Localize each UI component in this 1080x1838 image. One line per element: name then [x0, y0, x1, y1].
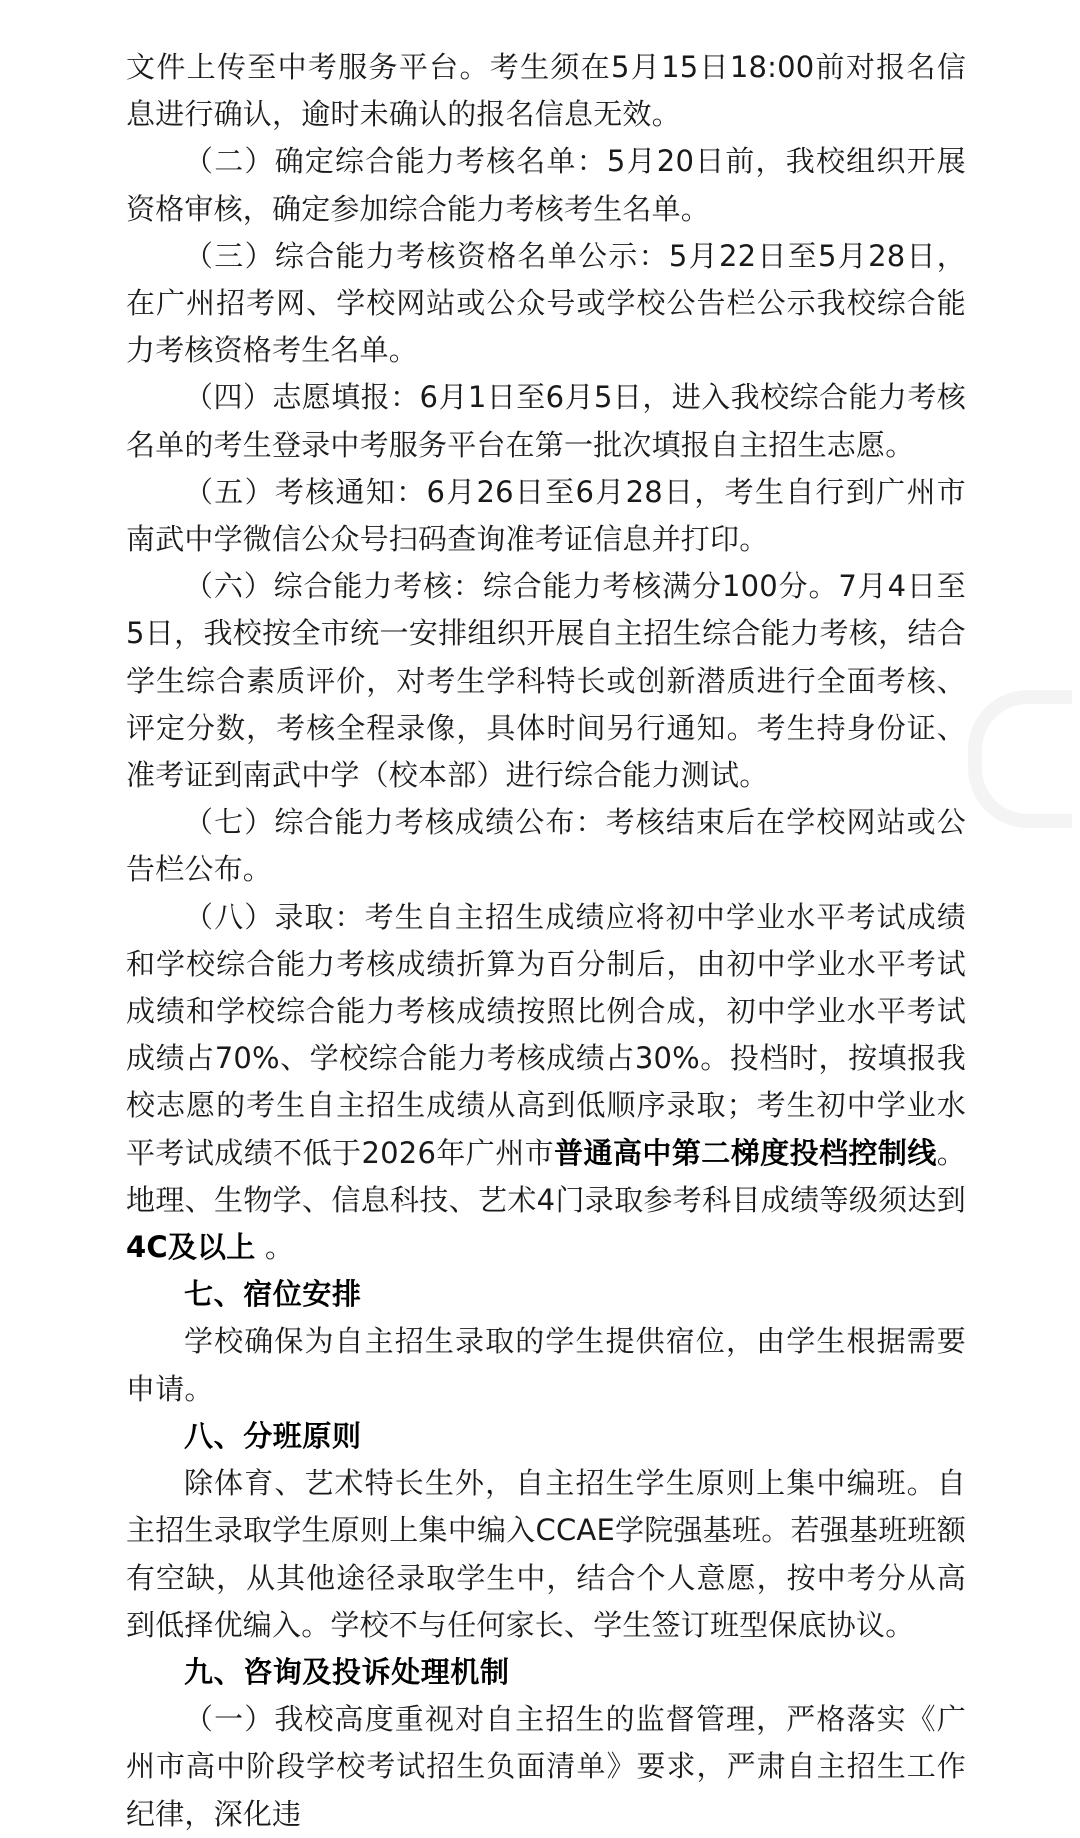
admission-control-line-bold: 普通高中第二梯度投档控制线	[554, 1135, 937, 1170]
paragraph-admission	[126, 894, 966, 1272]
admission-grade-bold: 4C及以上	[126, 1230, 256, 1265]
watermark-mark	[968, 690, 1072, 828]
section-heading-class-assignment: 八、分班原则	[184, 1418, 362, 1453]
paragraph-score-publication: （七）综合能力考核成绩公布：考核结束后在学校网站或公告栏公布。	[126, 805, 966, 887]
admission-text-3: 。	[255, 1230, 295, 1265]
paragraph-accommodation: 学校确保为自主招生录取的学生提供宿位，由学生根据需要申请。	[126, 1324, 966, 1406]
section-heading-accommodation: 七、宿位安排	[184, 1277, 362, 1312]
paragraph-class-assignment: 除体育、艺术特长生外，自主招生学生原则上集中编班。自主招生录取学生原则上集中编入CCAE学院强基班。若强基班班额有空缺，从其他途径录取学生中，结合个人意愿，按中考分从高到低择优编入。学校不与任何家长、学生签订班型保底协议。	[126, 1466, 966, 1642]
admission-text-2: 。地理、生物学、信息科技、艺术4门录取参考科目成绩等级须达到	[126, 1135, 966, 1217]
admission-text-1: （八）录取：考生自主招生成绩应将初中学业水平考试成绩和学校综合能力考核成绩折算为百分制后，由初中学业水平考试成绩和学校综合能力考核成绩按照比例合成，初中学业水平考试成绩占70%、学校综合能力考核成绩占30%。投档时，按填报我校志愿的考生自主招生成绩从高到低顺序录取；考生初中学业水平考试成绩不低于2026年广州市	[126, 899, 966, 1170]
paragraph-list-publicity: （三）综合能力考核资格名单公示：5月22日至5月28日，在广州招考网、学校网站或公众号或学校公告栏公示我校综合能力考核资格考生名单。	[126, 238, 966, 368]
paragraph-assessment-notice: （五）考核通知：6月26日至6月28日，考生自行到广州市南武中学微信公众号扫码查询准考证信息并打印。	[126, 474, 966, 557]
paragraph-registration-confirm: 文件上传至中考服务平台。考生须在5月15日18:00前对报名信息进行确认，逾时未确认的报名信息无效。	[126, 50, 966, 132]
document-page	[126, 44, 966, 1838]
paragraph-application-filling: （四）志愿填报：6月1日至6月5日，进入我校综合能力考核名单的考生登录中考服务平台在第一批次填报自主招生志愿。	[126, 380, 966, 462]
paragraph-assessment-list: （二）确定综合能力考核名单：5月20日前，我校组织开展资格审核，确定参加综合能力考核考生名单。	[126, 144, 966, 226]
paragraph-comprehensive-assessment: （六）综合能力考核：综合能力考核满分100分。7月4日至5日，我校按全市统一安排组织开展自主招生综合能力考核，结合学生综合素质评价，对考生学科特长或创新潜质进行全面考核、评定分数，考核全程录像，具体时间另行通知。考生持身份证、准考证到南武中学（校本部）进行综合能力测试。	[126, 569, 966, 793]
paragraph-complaints: （一）我校高度重视对自主招生的监督管理，严格落实《广州市高中阶段学校考试招生负面清单》要求，严肃自主招生工作纪律，深化违	[126, 1702, 966, 1831]
section-heading-complaints: 九、咨询及投诉处理机制	[184, 1654, 510, 1689]
